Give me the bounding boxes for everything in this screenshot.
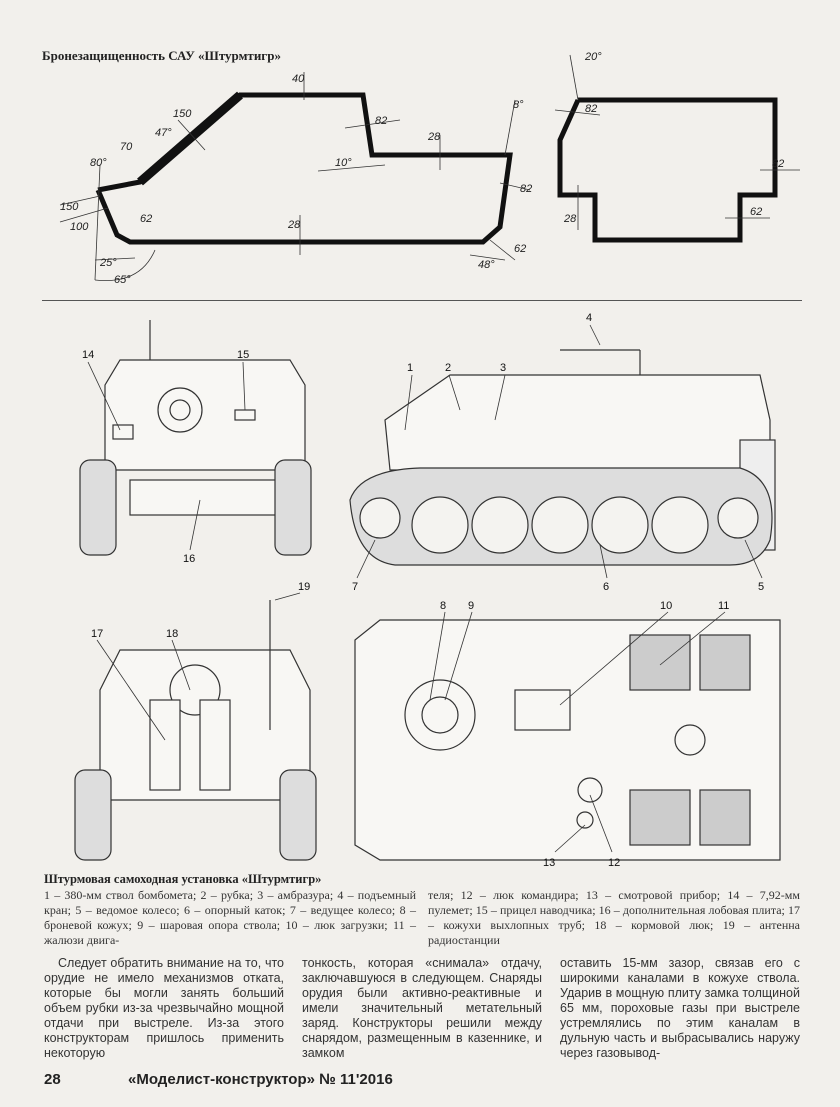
body-row [44,956,800,1061]
drawing-line [675,725,705,755]
drawing-line [652,497,708,553]
dim-label: 20° [585,51,602,63]
dim-label: 25° [100,257,117,269]
callout-8: 8 [440,600,447,612]
divider [42,300,802,301]
drawing-line [360,497,758,553]
drawing-line [700,635,750,690]
drawing-line [578,778,602,802]
caption-row [44,888,800,948]
dim-label: 48° [478,259,495,271]
front-view [80,320,311,555]
drawing-line [570,55,578,100]
body-col-3: оставить 15-мм зазор, связав его с широкими каналами в кожухе ствола. Ударив в мощную плиту замка толщиной 65 мм, пороховые газы при выстреле устремлялись по этим каналам в дульную часть и выбрасывались наружу через газовывод- [560,956,800,1060]
drawing-line [345,120,400,128]
footer [44,1071,800,1089]
body-col-2: тонкость, которая «снимала» отдачу, заключавшуюся в следующем. Снаряды орудия были активно-реактивные и имели значительный метательный заряд. Конструкторы решили между снарядом, размещенным в казеннике, и замком [302,956,542,1060]
dim-label: 28 [564,213,577,225]
callout-11: 11 [718,600,730,612]
callout-6: 6 [603,581,610,593]
callout-15: 15 [237,349,250,361]
dim-label: 47° [155,127,172,139]
magazine-footer: «Моделист-конструктор» № 11'2016 [128,1071,393,1088]
callout-12: 12 [608,857,621,869]
callout-14: 14 [82,349,95,361]
callout-16: 16 [183,553,196,565]
drawing-line [385,375,770,470]
armor-side-diagram [60,72,532,286]
drawing-line [412,497,468,553]
dim-label: 150 [60,201,79,213]
dim-label: 65° [114,274,131,286]
dim-label: 82 [585,103,598,115]
drawing-line [75,770,111,860]
callout-7: 7 [352,581,359,593]
armor-rear-profile [560,100,775,240]
dim-label: 80° [90,157,107,169]
callout-5: 5 [758,581,765,593]
drawing-line [280,770,316,860]
drawing-line [532,497,588,553]
callout-19: 19 [298,581,311,593]
drawing-line [472,497,528,553]
drawing-line [275,593,300,600]
callout-9: 9 [468,600,475,612]
dim-label: 62 [750,206,763,218]
side-view [350,350,775,565]
dim-label: 150 [173,108,192,120]
drawing-line [275,460,311,555]
drawing-line [592,497,648,553]
top-view [355,620,780,860]
dim-label: 28 [428,131,441,143]
text-section [44,872,800,1089]
drawing-line [150,700,180,790]
drawing-line [105,360,305,470]
caption-title: Штурмовая самоходная установка «Штурмтигр» [44,872,322,886]
drawing-line [590,325,600,345]
drawing-line [422,697,458,733]
dim-label: 82 [520,183,533,195]
drawing-line [130,480,280,515]
callout-17: 17 [91,628,104,640]
drawing-line [490,240,515,260]
callout-18: 18 [166,628,179,640]
drawing-line [630,635,690,690]
dim-label: 28 [288,219,301,231]
callout-2: 2 [445,362,452,374]
drawing-line [170,400,190,420]
dim-label: 82 [772,158,785,170]
drawing-line [200,700,230,790]
dim-label: 62 [140,213,153,225]
body-col-1: Следует обратить внимание на то, что орудие не имело механизмов отката, которые бы могли занять больший объем рубки из-за чрезвычайно мощной отдачи при выстреле. Из-за этого конструкторам пришлось применить некоторую [44,956,284,1060]
dim-label: 100 [70,221,89,233]
dim-label: 40 [292,73,305,85]
dim-label: 82 [375,115,388,127]
drawing-line [113,425,133,439]
drawing-line [555,55,800,230]
section-title: Бронезащищенность САУ «Штурмтигр» [42,48,281,63]
drawing-line [60,72,533,281]
armor-rear-diagram [555,51,800,240]
callout-13: 13 [543,857,556,869]
dim-label: 8° [513,99,524,111]
callout-4: 4 [586,312,593,324]
drawing-line [235,410,255,420]
drawing-line [80,460,116,555]
dim-label: 62 [514,243,527,255]
drawing-line [577,812,593,828]
callout-10: 10 [660,600,673,612]
callout-1: 1 [407,362,414,374]
dim-label: 70 [120,141,133,153]
drawing-line [630,790,690,845]
drawing-line [360,498,400,538]
callout-3: 3 [500,362,507,374]
dim-label: 10° [335,157,352,169]
page-number: 28 [44,1071,61,1088]
caption-col-2: теля; 12 – люк командира; 13 – смотровой прибор; 14 – 7,92-мм пулемет; 15 – прицел наводчика; 16 – дополнительная лобовая плита; 17 – кожухи выхлопных труб; 18 – кормовой люк; 19 – антенна радиостанции [428,888,800,947]
drawing-line [515,690,570,730]
drawing-line [700,790,750,845]
drawing-line [718,498,758,538]
caption-col-1: 1 – 380-мм ствол бомбомета; 2 – рубка; 3 – амбразура; 4 – подъемный кран; 5 – ведомое колесо; 6 – опорный каток; 7 – ведущее колесо; 8 – броневой кожух; 9 – шаровая опора ствола; 10 – люк загрузки; 11 – жалюзи двига- [44,888,416,947]
rear-view [75,600,316,860]
